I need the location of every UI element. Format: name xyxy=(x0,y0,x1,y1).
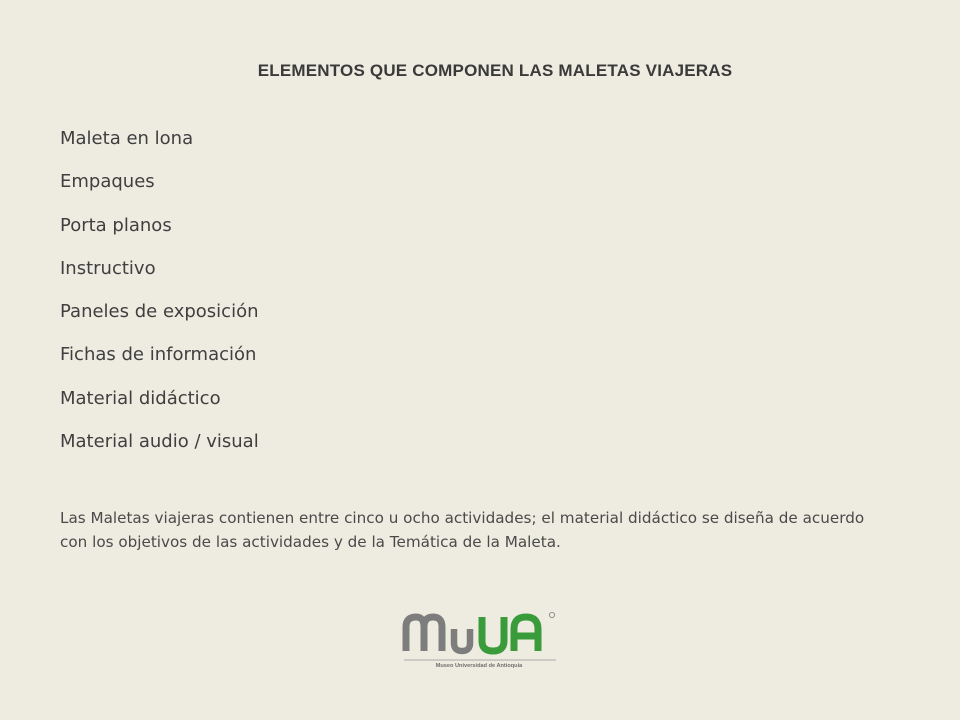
logo-tagline: Museo Universidad de Antioquia xyxy=(435,663,523,669)
slide-title: ELEMENTOS QUE COMPONEN LAS MALETAS VIAJERAS xyxy=(257,61,733,80)
list-item: Instructivo xyxy=(60,257,156,279)
muua-logo xyxy=(402,605,562,675)
list-item: Material audio / visual xyxy=(60,431,259,453)
list-item: Fichas de información xyxy=(60,344,257,366)
muua-logo-icon xyxy=(402,605,562,663)
list-item: Material didáctico xyxy=(60,387,221,409)
description-paragraph: Las Maletas viajeras contienen entre cinco u ocho actividades; el material didáctico se diseña de acuerdo con los objetivos de las actividades y de la Temática de la Maleta. xyxy=(60,509,865,551)
list-item: Maleta en lona xyxy=(60,128,194,149)
elements-list xyxy=(60,126,259,472)
list-item: Porta planos xyxy=(60,214,172,236)
list-item: Empaques xyxy=(60,171,155,193)
list-item: Paneles de exposición xyxy=(60,301,259,323)
